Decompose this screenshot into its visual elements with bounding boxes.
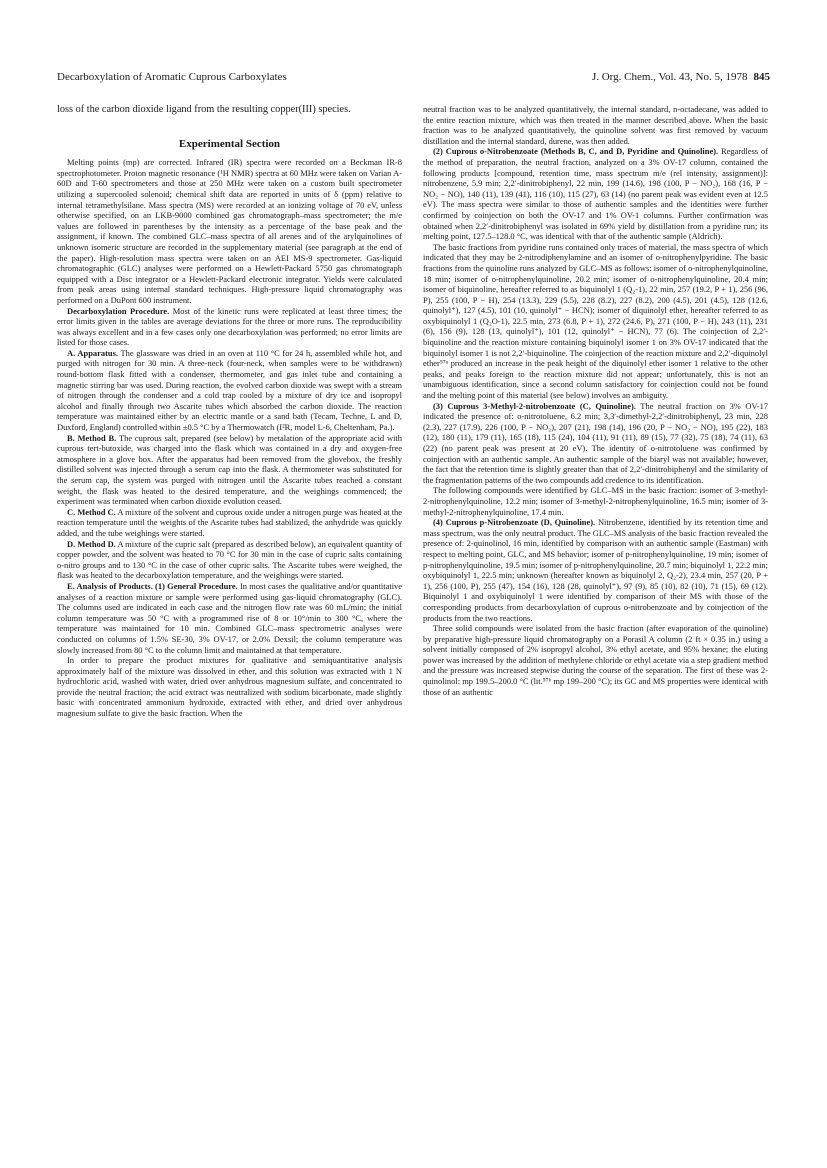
paragraph bbox=[423, 401, 768, 486]
paragraph-text: Three solid compounds were isolated from the basic fraction (after evaporation of the quinoline) by preparative high-pressure liquid chromatography on a Porasil A column (2 ft × 0.35 in.) using a solvent initially composed of 2% isopropyl alcohol, 3% ethyl acetate, and 95% hexane; the eluting power was increased by the addition of methylene chloride or ethyl acetate via a step gradient method and the pressure was increased stepwise during the course of the separation. The first of these was 2-quinolinol: mp 199.5–200.0 °C (lit.⁵⁷ᵇ mp 199–200 °C); its GC and MS properties were identical with those of an authentic bbox=[423, 623, 768, 697]
paragraph-text: Nitrobenzene, identified by its retention time and mass spectrum, was the only neutral product. The GLC–MS analysis of the basic fraction revealed the presence of: 2-quinolinol, 16 min, identified by comparison with an authentic sample (Eastman) with respect to melting point, GLC, and MS behavior; isomer of p-nitrophenylquinoline, 19 min; isomer of p-nitrophenylquinoline, 19.5 min; isomer of p-nitrophenylquinoline, 20.7 min; biquinolyl 1, 22.2 min; oxybiquinolyl 1, 22.5 min; unknown (hereafter known as biquinolyl 2, Q₂-2), 23.4 min, 257 (20, P + 1), 256 (100, P), 255 (47), 154 (16), 128 (28, quinolyl⁺), 97 (9), 85 (10), 82 (10), 71 (15), 69 (12). Biquinolyl 1 and oxybiquinolyl 1 were identified by comparison of their MS with those of the corresponding products from decarboxylation of cuprous o-nitrobenzoate and by coinjection of the products from the two reactions. bbox=[423, 517, 768, 623]
intro-paragraph: loss of the carbon dioxide ligand from the resulting copper(III) species. bbox=[57, 104, 351, 115]
paragraph-heading: (4) Cuprous p-Nitrobenzoate (D, Quinoline). bbox=[433, 517, 596, 528]
running-header bbox=[57, 71, 770, 85]
right-paragraphs bbox=[423, 104, 768, 697]
paragraph bbox=[423, 517, 768, 623]
paragraph-text: In order to prepare the product mixtures for qualitative and semiquantitative analysis approximately half of the mixture was dissolved in ether, and this solution was extracted with 1 N hydrochloric acid, washed with water, dried over anhydrous magnesium sulfate, and concentrated to provide the neutral fraction; the acid extract was neutralized with sodium bicarbonate, made slightly basic with concentrated ammonium hydroxide, extracted with ether, and dried over anhydrous magnesium sulfate to give the basic fraction. When the bbox=[57, 655, 402, 719]
paragraph-heading: D. Method D. bbox=[67, 538, 116, 549]
paragraph-text: The cuprous salt, prepared (see below) by metalation of the appropriate acid with cuprous tert-butoxide, was charged into the flask which was contained in a dry and oxygen-free atmosphere in a glove box. After the apparatus had been removed from the glovebox, the freshly distilled solvent was injected through a serum cap into the flask. A thermometer was substituted for the serum cap, the system was purged with nitrogen until the Ascarite tubes reached a constant weight, the flask was heated to the desired temperature, and the weighings commenced; the experiment was terminated when carbon dioxide evolution ceased. bbox=[57, 432, 402, 507]
paragraph bbox=[423, 485, 768, 517]
paragraph bbox=[423, 623, 768, 697]
paragraph-text: A mixture of the cupric salt (prepared as described below), an equivalent quantity of copper powder, and the solvent was heated to 70 °C for 30 min in the case of cupric salts containing o-nitro groups and to 130 °C in the case of other cupric salts. The Ascarite tubes were weighed, the flask was heated to the decarboxylation temperature, and the weighings were started. bbox=[57, 538, 402, 581]
paragraph-heading: B. Method B. bbox=[67, 432, 117, 443]
paragraph bbox=[423, 242, 768, 401]
paragraph-text: Most of the kinetic runs were replicated at least three times; the error limits given in the tables are average deviations for the three or more runs. The reproducibility was always excellent and in a few cases only one decarboxylation was performed; no error limits are listed for those cases. bbox=[57, 305, 403, 348]
paragraph-text: The basic fractions from pyridine runs contained only traces of material, the mass spectra of which indicated that they may be 2-nitrodiphenylamine and an isomer of o-nitrophenylpyridine. The basic fractions from the quinoline runs analyzed by GLC–MS as follows: isomer of o-nitrophenylquinoline, 18 min; isomer of o-nitrophenylquinoline, 20.2 min; isomer of o-nitrophenylquinoline, 20.4 min; isomer of biquinoline, hereafter referred to as biquinolyl 1 (Q₂-1), 22 min, 257 (19.2, P + 1), 256 (96, P), 255 (100, P − H), 254 (13.3), 229 (5.5), 228 (8.2), 227 (8.2), 200 (4.5), 201 (4.5), 128 (12.6, quinolyl⁺), 127 (4.5), 101 (10, quinolyl⁺ − HCN); isomer of diquinolyl ether, hereafter referred to as oxybiquinolyl 1 (Q₂O-1), 22.5 min, 273 (6.8, P + 1), 272 (24.6, P), 271 (100, P − H), 243 (11), 231 (6), 156 (9), 128 (13, quinolyl⁺), 101 (12, quinolyl⁺ − HCN), 77 (6). The coinjection of 2,2′-biquinoline and the reaction mixture containing biquinolyl isomer 1 on 3% OV-17 indicated that the biquinolyl isomer 1 is not 2,2′-biquinoline. The coinjection of the reaction mixture and 2,2′-diquinolyl ether⁵⁷ᵃ produced an increase in the peak height of the diquinolyl ether isomer 1 relative to the other peaks, and peaks foreign to the reaction mixture did not appear; unfortunately, this is not an unambiguous identification, since a second column satisfactory for coinjection could not be found and the melting point of this material (see below) involves an ambiguity. bbox=[423, 241, 768, 401]
paragraph bbox=[423, 146, 768, 241]
left-paragraphs bbox=[57, 157, 402, 718]
paragraph bbox=[57, 306, 402, 348]
paragraph-heading: Decarboxylation Procedure. bbox=[67, 305, 170, 316]
paragraph-heading: C. Method C. bbox=[67, 506, 116, 517]
paragraph-text: neutral fraction was to be analyzed quantitatively, the internal standard, n-octadecane, was added to the entire reaction mixture, which was then treated in the manner described above. When the basic fraction was to be analyzed quantitatively, the quinoline solvent was first removed by vacuum distillation and the internal standard, durene, was then added. bbox=[423, 104, 768, 146]
section-title: Experimental Section bbox=[178, 137, 281, 150]
paragraph bbox=[57, 581, 402, 655]
paragraph bbox=[423, 104, 768, 146]
left-column bbox=[57, 104, 402, 719]
paragraph-text: A mixture of the solvent and cuprous oxide under a nitrogen purge was heated at the reaction temperature until the weights of the Ascarite tubes had stabilized, the anhydride was quickly added, and the tube weighings were started. bbox=[57, 506, 403, 538]
paragraph-heading: E. Analysis of Products. (1) General Procedure. bbox=[67, 580, 238, 591]
paragraph bbox=[57, 433, 402, 507]
paragraph-text: The following compounds were identified by GLC–MS in the basic fraction: isomer of 3-methyl-2-nitrophenylquinoline, 12.2 min; isomer of 3-methyl-2-nitrophenylquinoline, 16.5 min; isomer of 3-methyl-2-nitrophenylquinoline, 17.4 min. bbox=[423, 485, 768, 517]
paragraph-text: The neutral fraction on 3% OV-17 indicated the presence of: o-nitrotoluene, 6.2 min; 3,3′-dimethyl-2,2′-dinitrobiphenyl, 23 min, 228 (2.3), 227 (17.9), 226 (100, P − NO₂), 207 (21), 198 (14), 196 (20, P − NO₂ − NO), 195 (22), 183 (12), 180 (11), 179 (11), 165 (18), 115 (24), 104 (11), 91 (11), 89 (15), 77 (32), 75 (18), 74 (11), 63 (22) (no parent peak was present at 20 eV). The identity of o-nitrotoluene was confirmed by coinjection with an authentic sample. An authentic sample of the biaryl was not available; however, the fact that the retention time is slightly greater than that of 2,2′-dinitrobiphenyl and the similarity of the fragmentation patterns of the two compounds add credence to its identification. bbox=[423, 400, 769, 485]
paragraph bbox=[57, 655, 402, 719]
paragraph bbox=[57, 348, 402, 433]
journal-citation bbox=[592, 71, 770, 83]
paragraph bbox=[57, 507, 402, 539]
paragraph bbox=[57, 539, 402, 581]
paragraph-heading: (3) Cuprous 3-Methyl-2-nitrobenzoate (C, Quinoline). bbox=[433, 400, 636, 411]
running-title: Decarboxylation of Aromatic Cuprous Carboxylates bbox=[57, 71, 287, 83]
journal-reference: J. Org. Chem., Vol. 43, No. 5, 1978 bbox=[591, 71, 748, 83]
paragraph-text: Regardless of the method of preparation, the neutral fraction, analyzed on a 3% OV-17 column, contained the following products [compound, retention time, mass spectrum m/e (rel intensity, assignment)]: nitrobenzene, 5.9 min; 2,2′-dinitrobiphenyl, 22 min, 199 (14.6), 198 (100, P − NO₂), 168 (16, P − NO₂ − NO), 140 (11), 139 (41), 116 (10), 115 (27), 63 (14) (no parent peak was evident even at 12.5 eV). The mass spectra were similar to those of authentic samples and the identities were further confirmed by coinjection on both the OV-17 and 1% OV-1 columns. Further confirmation was obtained when 2,2′-dinitrobiphenyl was isolated in 69% yield by distillation from a pyridine run; its melting point, 127.5–128.0 °C, was identical with that of the authentic sample (Aldrich). bbox=[423, 146, 768, 242]
page-number: 845 bbox=[753, 71, 770, 83]
paragraph-heading: (2) Cuprous o-Nitrobenzoate (Methods B, C, and D, Pyridine and Quinoline). bbox=[433, 146, 719, 157]
right-column bbox=[423, 104, 768, 697]
paragraph-heading: A. Apparatus. bbox=[67, 347, 118, 358]
paragraph bbox=[57, 157, 402, 305]
paragraph-text: Melting points (mp) are corrected. Infrared (IR) spectra were recorded on a Beckman IR-8 spectrophotometer. Proton magnetic resonance (¹H NMR) spectra at 60 MHz were taken on Varian A-60D and T-60 spectrometers and those at 250 MHz were taken on a custom built spectrometer utilizing a supercooled solenoid; chemical shift data are reported in units of δ (ppm) relative to internal tetramethylsilane. Mass spectra (MS) were recorded at an ionizing voltage of 70 eV, unless otherwise specified, on an LKB-9000 combined gas chromatograph–mass spectrometer; the m/e values are followed in parentheses by the intensity as a percentage of the base peak and the assignment, if known. The combined GLC–mass spectra of all arenes and of the arylquinolines of unknown isomeric structure are recorded in the supplementary material (see paragraph at the end of the paper). High-resolution mass spectra were taken on an AEI MS-9 spectrometer. Gas-liquid chromatographic (GLC) analyses were performed on a Hewlett-Packard 5750 gas chromatograph equipped with a Disc integrator or a Hewlett-Packard electronic integrator. Yields were calculated from peak areas using internal standard techniques. High-pressure liquid chromatography was performed on a DuPont 600 instrument. bbox=[57, 157, 402, 305]
paragraph-text: In most cases the qualitative and/or quantitative analyses of a reaction mixture or sample were performed using gas-liquid chromatography (GLC). The columns used are indicated in each case and the nitrogen flow rate was 60 mL/min; the initial column temperature was 50 °C with a programmed rise of 8 or 10°/min to 300 °C, where the temperature was maintained for 10 min. Combined GLC–mass spectrometric analyses were conducted on columns of 1.5% SE-30, 3% OV-17, or 2.0% Dexsil; the column temperature was slowly increased from 80 °C to the column limit and maintained at that temperature. bbox=[57, 580, 403, 655]
paragraph-text: The glassware was dried in an oven at 110 °C for 24 h, assembled while hot, and purged with nitrogen for 30 min. A three-neck (four-neck, when samples were to be withdrawn) round-bottom flask fitted with a condenser, thermometer, and gas inlet tube and containing a magnetic stirring bar was used. During reaction, the evolved carbon dioxide was swept with a stream of nitrogen through the condenser and a cold trap cooled by a mixture of dry ice and isopropyl alcohol and finally through two Ascarite tubes which absorbed the carbon dioxide. The reaction temperature was maintained either by an electric mantle or a sand bath (Tecam, Techne, L and D, Duxford, England) controlled within ±0.5 °C by a Thermowatch (I²R, model L-6, Cheltenham, Pa.). bbox=[57, 347, 402, 433]
